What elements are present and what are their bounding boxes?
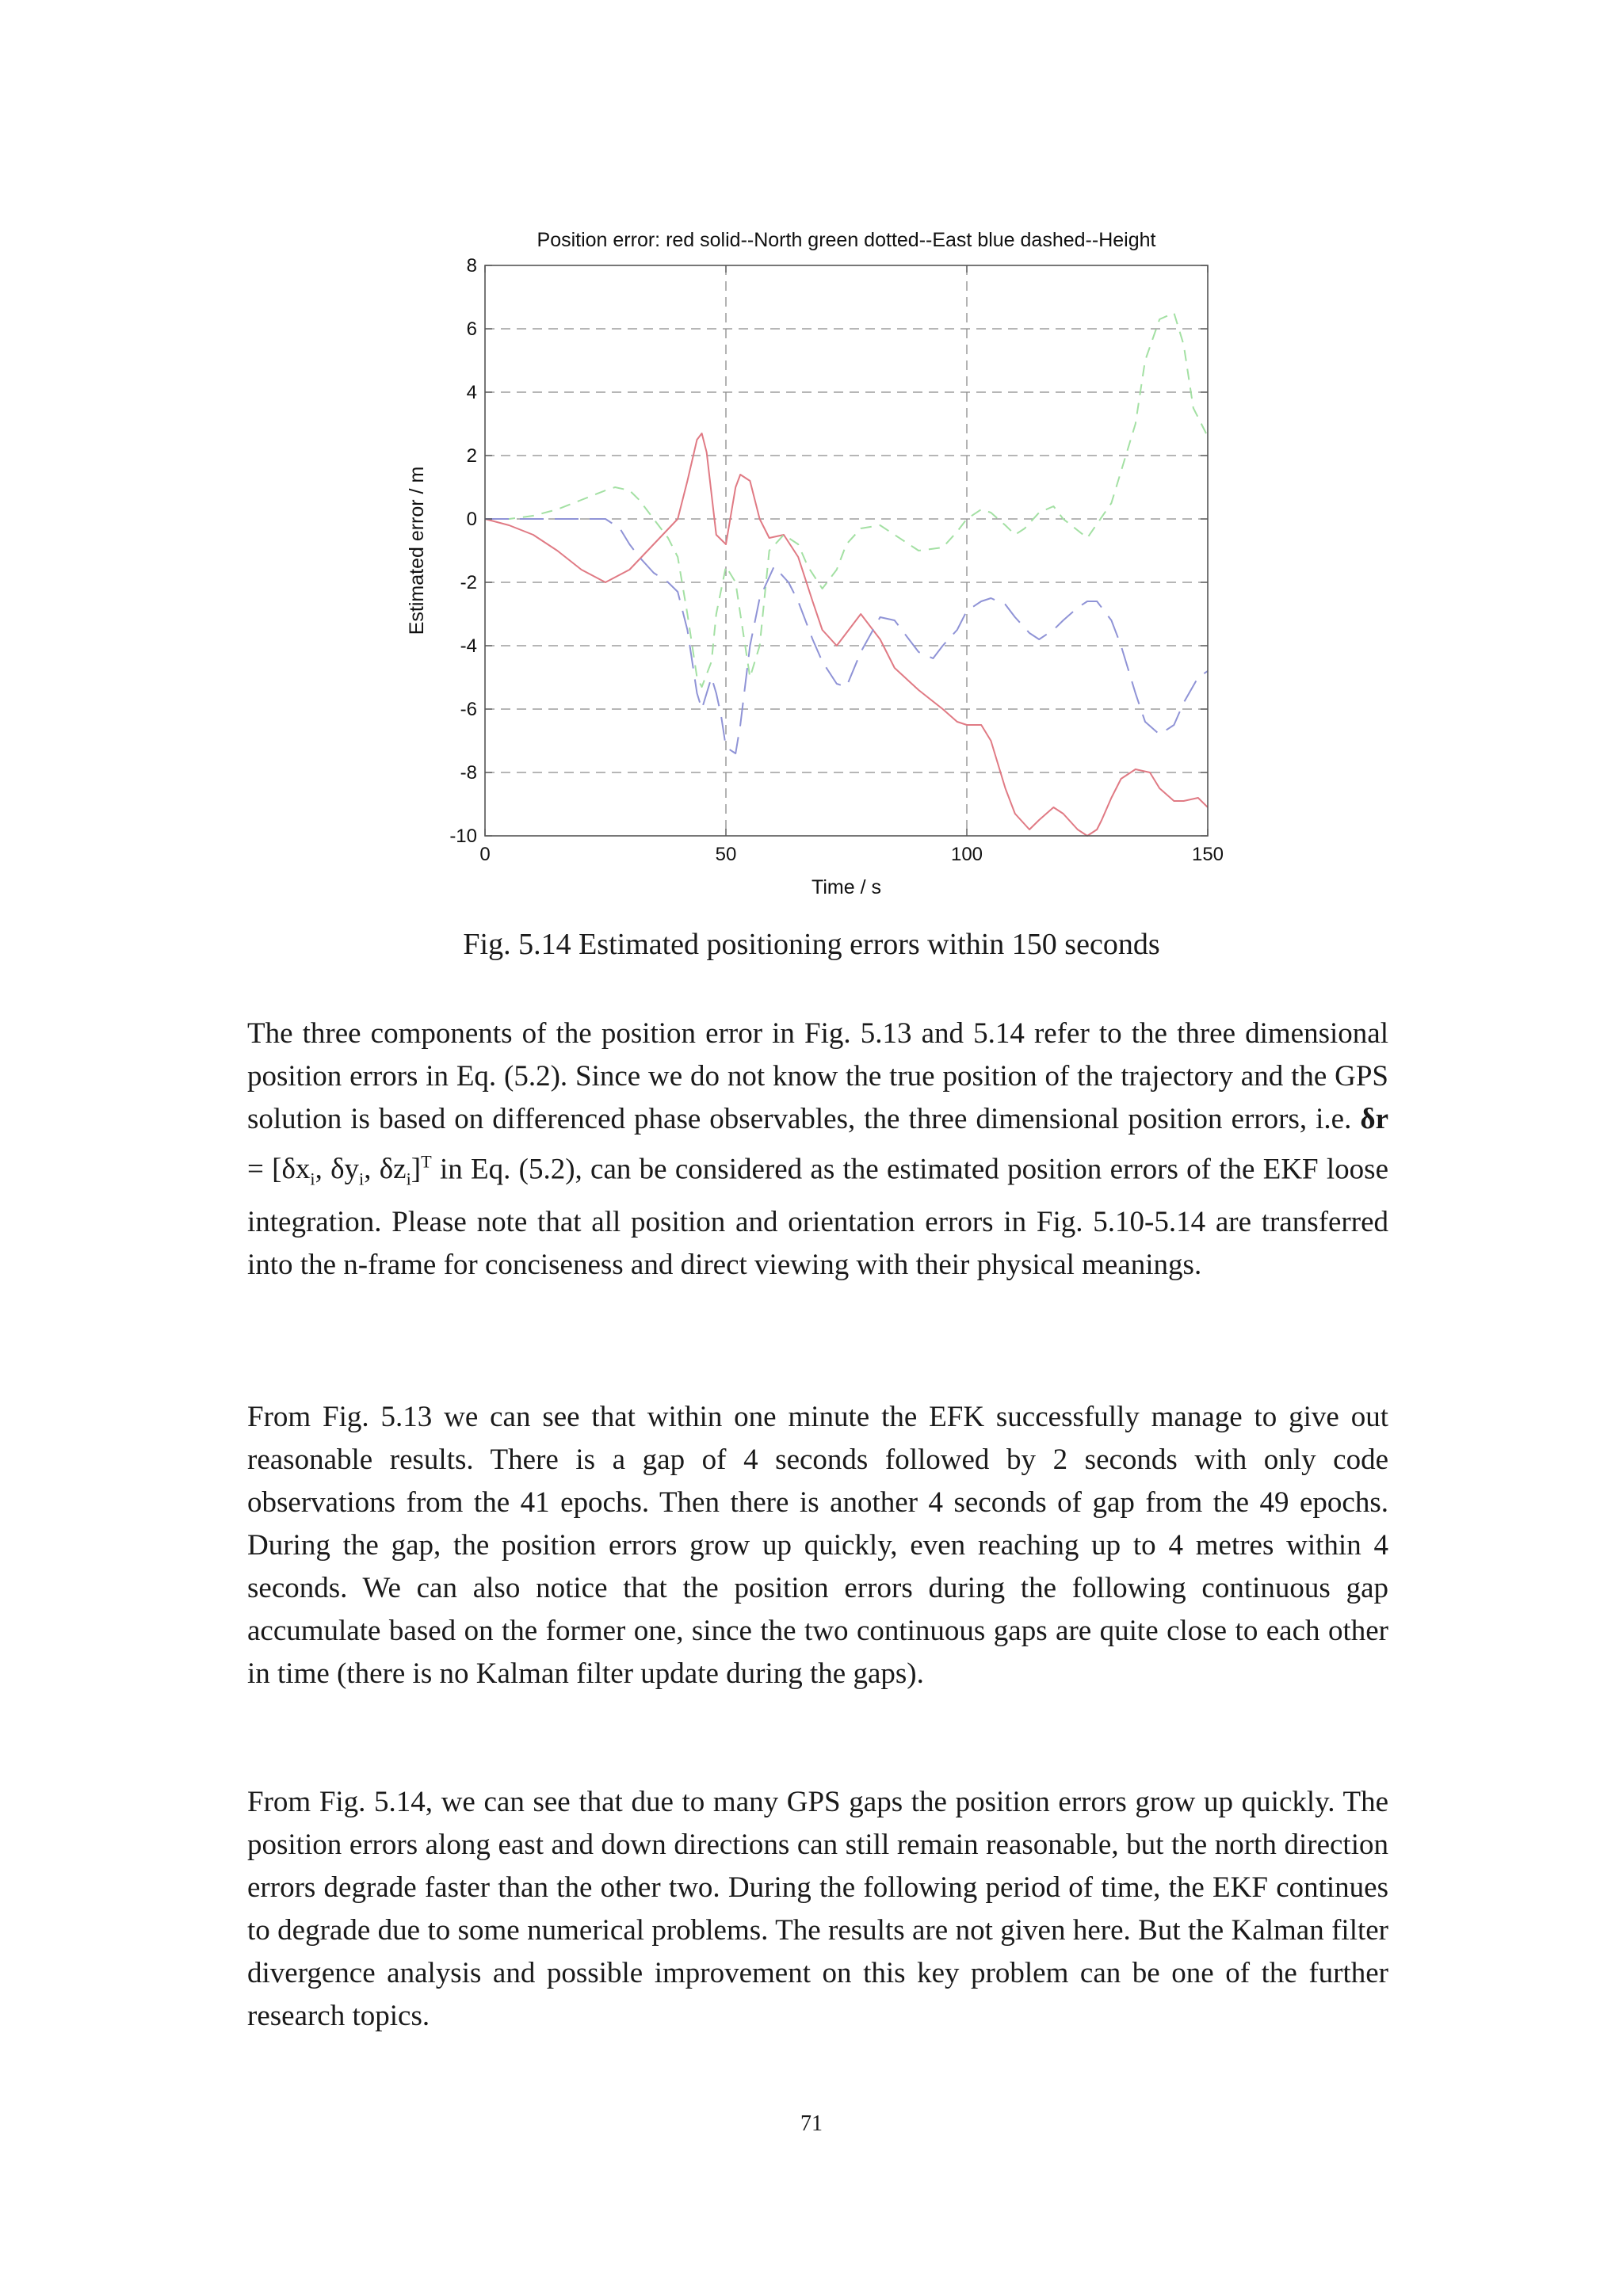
y-tick-label: 6 [466, 318, 477, 340]
math-part: , δz [364, 1153, 407, 1186]
paragraph-1 [247, 1013, 1388, 1287]
math-part: ] [411, 1153, 422, 1186]
text-after-equation: in Eq. (5.2), can be considered as [431, 1153, 835, 1186]
text-before-equation: dimensional position errors, i.e. [976, 1103, 1361, 1135]
paragraph-3-text: From Fig. 5.14, we can see that due to many GPS gaps the position errors grow up quickly. The position errors along east and down directions can still remain reasonable, but the north direction errors degrade faster than the other two. During the following period of time, the EKF continues to degrade due to some numerical problems. The results are not given here. But the Kalman filter divergence analysis and possible improvement on this key problem can be one of the further research topics. [247, 1786, 1388, 2032]
paragraph-2-text: From Fig. 5.13 we can see that within one minute the EFK successfully manage to give out reasonable results. There is a gap of 4 seconds followed by 2 seconds with only code observations from the 41 epochs. Then there is another 4 seconds of gap from the 49 epochs. During the gap, the position errors grow up quickly, even reaching up to 4 metres within 4 seconds. We can also notice that the position errors during the following continuous gap accumulate based on the former one, since the two continuous gaps are quite close to each other in time (there is no Kalman filter update during the gaps). [247, 1401, 1388, 1690]
series-line-1 [485, 433, 1208, 836]
position-error-chart [372, 198, 1244, 911]
x-tick-label: 50 [715, 844, 737, 865]
plot-frame [485, 265, 1208, 836]
paragraph-1-text [247, 1013, 1388, 1287]
page-number: 71 [800, 2111, 823, 2136]
y-tick-label: 0 [466, 509, 477, 530]
y-axis-label: Estimated error / m [406, 466, 428, 635]
y-tick-label: -2 [460, 572, 477, 593]
math-part: , δy [315, 1153, 360, 1186]
math-lhs: δr [1360, 1103, 1389, 1135]
y-tick-label: 4 [466, 382, 477, 403]
math-subscript: i [406, 1169, 411, 1189]
y-tick-label: 8 [466, 255, 477, 277]
chart-title: Position error: red solid--North green dotted--East blue dashed--Height [537, 229, 1156, 251]
y-tick-label: -4 [460, 635, 477, 657]
figure-5-14 [372, 198, 1244, 911]
x-tick-label: 150 [1191, 844, 1224, 865]
y-tick-label: 2 [466, 445, 477, 467]
math-subscript: i [359, 1169, 365, 1189]
paragraph-2 [247, 1396, 1388, 1695]
chart-series [485, 313, 1208, 836]
y-tick-label: -8 [460, 762, 477, 784]
chart-ticks [449, 255, 1224, 865]
chart-grid [485, 265, 1208, 836]
math-superscript: T [421, 1152, 432, 1172]
series-line-3 [485, 519, 1208, 753]
math-part: = [δx [247, 1153, 311, 1186]
x-tick-label: 100 [950, 844, 983, 865]
paragraph-1-rest: the estimated position errors of the EKF loose integration. Please note that all position and orientation errors in Fig. 5.10-5.14 are transferred into the n-frame for conciseness and direct viewing with their physical meanings. [247, 1153, 1389, 1281]
x-axis-label: Time / s [812, 876, 881, 898]
math-subscript: i [310, 1169, 315, 1189]
paragraph-1-line: The three components of the position error in Fig. 5.13 and 5.14 refer to the three dimensional position errors in Eq. (5.2). Since we do not know the true position of the trajectory and the GPS solution is based on differenced phase observables, the three [247, 1017, 1388, 1135]
series-line-2 [485, 313, 1208, 687]
figure-caption: Fig. 5.14 Estimated positioning errors within 150 seconds [463, 928, 1160, 961]
x-tick-label: 0 [479, 844, 491, 865]
y-tick-label: -10 [449, 826, 477, 847]
y-tick-label: -6 [460, 699, 477, 720]
paragraph-3 [247, 1781, 1388, 2038]
